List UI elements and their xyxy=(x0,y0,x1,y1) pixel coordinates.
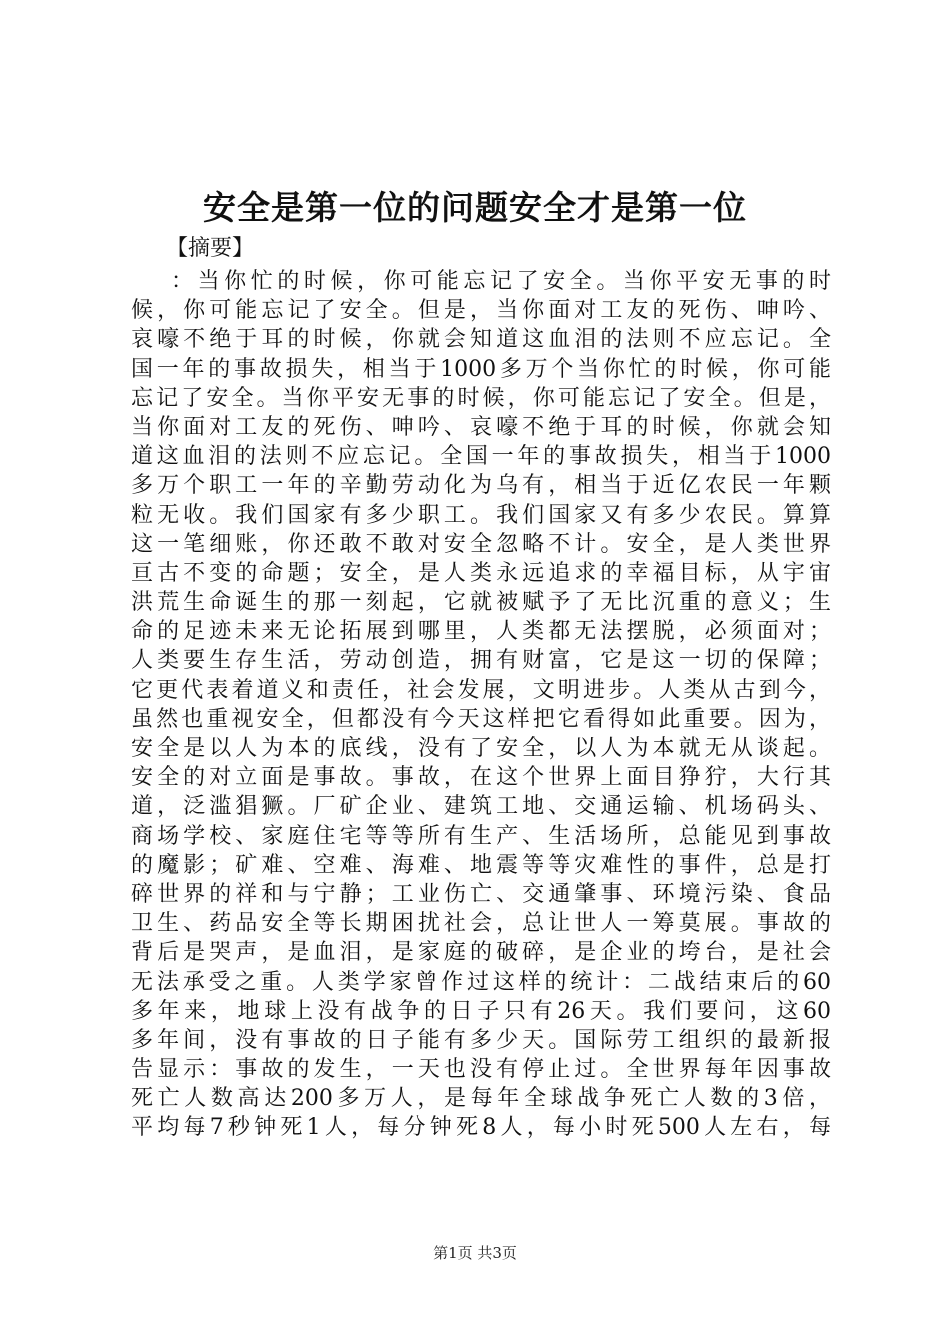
body-line: 这一笔细账，你还敢不敢对安全忽略不计。安全，是人类世界 xyxy=(131,531,831,557)
body-line: 亘古不变的命题；安全，是人类永远追求的幸福目标，从宇宙 xyxy=(131,560,831,586)
body-text xyxy=(131,267,831,1143)
body-line: 碎世界的祥和与宁静；工业伤亡、交通肇事、环境污染、食品 xyxy=(131,881,831,907)
body-line: 死亡人数高达200多万人，是每年全球战争死亡人数的3倍， xyxy=(131,1086,831,1112)
body-line: 卫生、药品安全等长期困扰社会，总让世人一筹莫展。事故的 xyxy=(131,911,831,937)
page-footer: 第1页 共3页 xyxy=(433,1244,517,1262)
body-line: 道这血泪的法则不应忘记。全国一年的事故损失，相当于1000 xyxy=(131,444,831,470)
body-line: 多年间，没有事故的日子能有多少天。国际劳工组织的最新报 xyxy=(131,1027,831,1053)
body-line: ：当你忙的时候，你可能忘记了安全。当你平安无事的时 xyxy=(171,269,831,294)
body-line: 多年来，地球上没有战争的日子只有26天。我们要问，这60 xyxy=(131,998,831,1024)
body-line: 洪荒生命诞生的那一刻起，它就被赋予了无比沉重的意义；生 xyxy=(131,590,831,616)
body-line: 它更代表着道义和责任，社会发展，文明进步。人类从古到今， xyxy=(131,677,831,703)
abstract-heading: 【摘要】 xyxy=(166,236,255,261)
body-line: 无法承受之重。人类学家曾作过这样的统计：二战结束后的60 xyxy=(131,969,831,995)
body-line: 命的足迹未来无论拓展到哪里，人类都无法摆脱，必须面对； xyxy=(131,619,831,645)
body-line: 安全是以人为本的底线，没有了安全，以人为本就无从谈起。 xyxy=(131,736,831,761)
body-line: 虽然也重视安全，但都没有今天这样把它看得如此重要。因为， xyxy=(131,706,831,732)
body-line: 多万个职工一年的辛勤劳动化为乌有，相当于近亿农民一年颗 xyxy=(131,473,831,499)
body-line: 平均每7秒钟死1人，每分钟死8人，每小时死500人左右，每 xyxy=(131,1115,831,1141)
body-line: 背后是哭声，是血泪，是家庭的破碎，是企业的垮台，是社会 xyxy=(131,940,831,966)
body-line: 的魔影；矿难、空难、海难、地震等等灾难性的事件，总是打 xyxy=(131,852,831,878)
body-line: 忘记了安全。当你平安无事的时候，你可能忘记了安全。但是， xyxy=(131,385,831,411)
body-line: 告显示：事故的发生，一天也没有停止过。全世界每年因事故 xyxy=(131,1057,831,1083)
body-line: 哀嚎不绝于耳的时候，你就会知道这血泪的法则不应忘记。全 xyxy=(131,327,831,353)
document-title: 安全是第一位的问题安全才是第一位 xyxy=(203,188,747,227)
body-line: 国一年的事故损失，相当于1000多万个当你忙的时候，你可能 xyxy=(131,356,831,382)
body-line: 道，泛滥猖獗。厂矿企业、建筑工地、交通运输、机场码头、 xyxy=(131,794,831,820)
body-line: 安全的对立面是事故。事故，在这个世界上面目狰狞，大行其 xyxy=(131,765,831,791)
body-line: 粒无收。我们国家有多少职工。我们国家又有多少农民。算算 xyxy=(131,502,831,528)
body-line: 候，你可能忘记了安全。但是，当你面对工友的死伤、呻吟、 xyxy=(131,298,831,324)
body-line: 人类要生存生活，劳动创造，拥有财富，它是这一切的保障； xyxy=(131,648,831,674)
body-line: 当你面对工友的死伤、呻吟、哀嚎不绝于耳的时候，你就会知 xyxy=(131,414,831,440)
body-line: 商场学校、家庭住宅等等所有生产、生活场所，总能见到事故 xyxy=(131,823,831,849)
